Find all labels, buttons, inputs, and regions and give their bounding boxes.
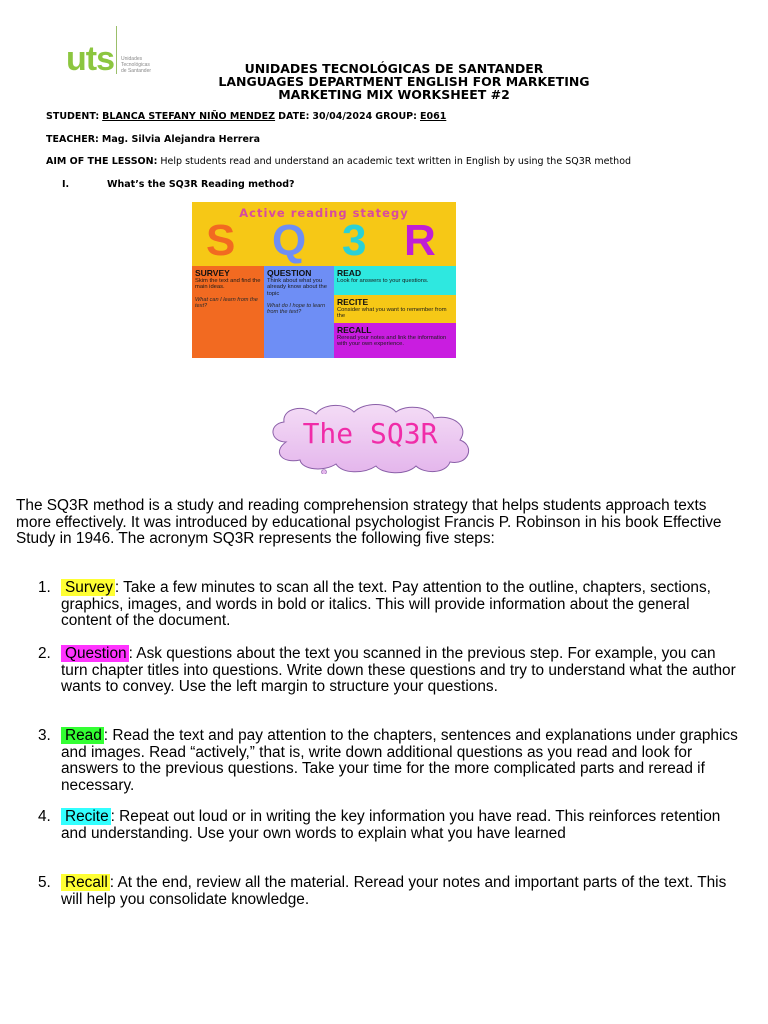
header-institution: UNIDADES TECNOLÓGICAS DE SANTANDER [244,61,544,76]
student-name: BLANCA STEFANY NIÑO MENDEZ [102,111,276,122]
logo-sub-line-3: de Santander [121,68,152,74]
step-question [38,646,738,696]
date-value: 30/04/2024 [312,111,373,122]
cloud-title: The SQ3R [302,417,438,450]
survey-question: What can I learn from the text? [195,296,258,310]
question-text: Think about what you already know about the topic [267,278,327,297]
letter-s: S [206,216,236,265]
read-head: READ [337,268,362,278]
student-line [46,111,446,123]
recite-head: RECITE [337,297,369,307]
step-number: 2. [38,645,51,662]
recall-text: Reread your notes and link the information with your own experience. [337,335,447,348]
date-label: DATE: [278,111,310,122]
letter-q: Q [272,216,307,265]
recite-cell [334,295,456,323]
section-number: I. [62,179,70,190]
step-number: 5. [38,874,51,891]
header-department: LANGUAGES DEPARTMENT ENGLISH FOR MARKETING [218,74,590,89]
aim-label: AIM OF THE LESSON: [46,156,158,167]
student-label: STUDENT: [46,111,100,122]
logo-sub-line-1: Unidades [121,56,143,62]
teacher-label: TEACHER: [46,134,99,145]
question-question: What do I hope to learn from the text? [267,303,326,316]
section-title: What’s the SQ3R Reading method? [107,179,295,190]
sq3r-infographic [192,202,456,358]
aim-value: Help students read and understand an academic text written in English by using the SQ3R method [160,156,632,167]
recall-head: RECALL [337,325,372,335]
teacher-value: Mag. Silvia Alejandra Herrera [101,134,260,145]
step-number: 4. [38,808,51,825]
term-read: Read [61,727,104,744]
step-survey [38,580,738,630]
question-head: QUESTION [267,268,312,278]
intro-paragraph: The SQ3R method is a study and reading comprehension strategy that helps students approach texts more effectively. It was introduced by educational psychologist Francis P. Robinson in his book Effective Study in 1946. The acronym SQ3R represents the following five steps: [16,497,722,548]
recall-cell [334,323,456,358]
teacher-line [46,134,260,146]
header-worksheet: MARKETING MIX WORKSHEET #2 [278,87,510,102]
term-survey: Survey [61,579,115,596]
step-text: : Repeat out loud or in writing the key information you have read. This reinforces retention and understanding. Use your own words to explain what you have learned [61,808,721,842]
group-label: GROUP: [375,111,417,122]
group-value: E061 [419,111,447,122]
survey-text: Skim the text and find the main ideas. [195,278,261,291]
read-cell [334,266,456,295]
logo-mark: uts [66,40,114,78]
term-recite: Recite [61,808,111,825]
step-number: 3. [38,727,51,744]
aim-line [46,156,631,168]
question-cell [264,266,334,358]
step-recall [38,875,738,908]
term-recall: Recall [61,874,110,891]
letter-r: R [404,216,436,265]
step-text: : Take a few minutes to scan all the text. Pay attention to the outline, chapters, sections, graphics, images, and words in bold or italics. This will provide information about the general content of the document. [61,579,711,630]
logo-sub-line-2: Tecnológicas [121,62,150,68]
step-recite [38,809,738,842]
step-text: : Ask questions about the text you scanned in the previous step. For example, you can turn chapter titles into questions. Write down these questions and try to understand what the author wants to convey. Use the left margin to structure your questions. [61,645,736,696]
survey-cell [192,266,264,358]
step-text: : At the end, review all the material. Reread your notes and important parts of the text. This will help you consolidate knowledge. [61,874,727,908]
step-text: : Read the text and pay attention to the chapters, sentences and explanations under graphics and images. Read “actively,” that is, write down additional questions as you read and look for answers to the previous questions. Take your time for the more complicated parts and reread if necessary. [61,727,738,794]
letter-3: 3 [342,216,367,265]
recite-text: Consider what you want to remember from the [337,307,447,320]
term-question: Question [61,645,129,662]
section-heading [62,179,295,190]
step-number: 1. [38,579,51,596]
infographic-title: Active reading stategy [239,206,409,220]
step-read [38,728,738,794]
read-text: Look for answers to your questions. [337,278,429,284]
survey-head: SURVEY [195,268,230,278]
